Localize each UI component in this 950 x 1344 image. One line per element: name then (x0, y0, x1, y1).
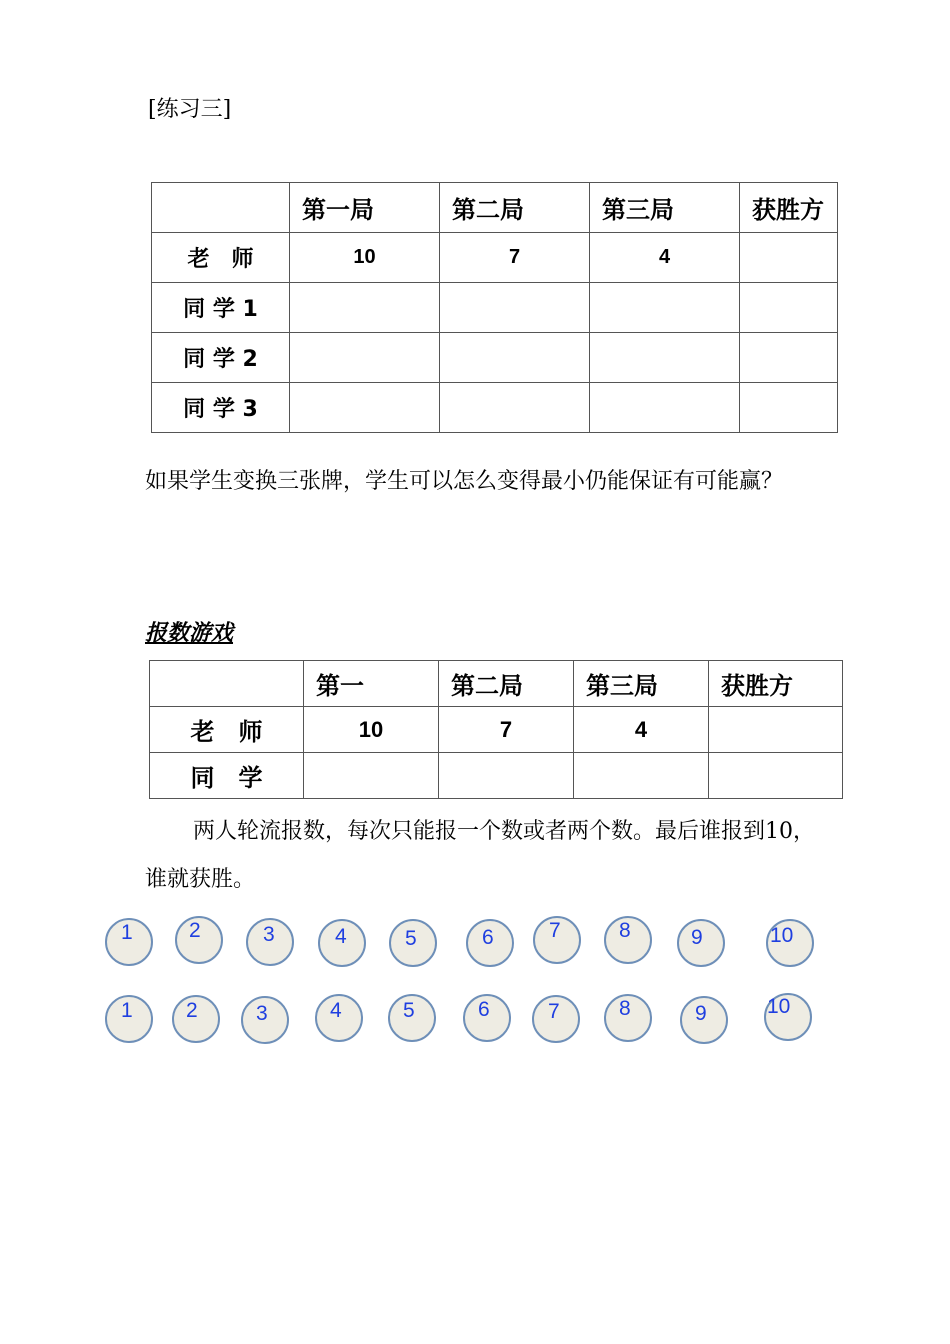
number-label: 6 (482, 926, 494, 949)
row-label: 老 师 (152, 233, 290, 283)
number-circle (388, 994, 436, 1042)
row-label: 老 师 (150, 707, 304, 753)
table-cell (740, 233, 838, 283)
row-label: 同 学 2 (152, 333, 290, 383)
number-circle (389, 919, 437, 967)
number-label: 4 (335, 925, 347, 948)
table-cell (440, 283, 590, 333)
table-header-row (150, 661, 843, 707)
number-circle (315, 994, 363, 1042)
table-cell: 7 (439, 707, 574, 753)
number-label: 3 (256, 1002, 268, 1025)
table-cell: 7 (440, 233, 590, 283)
header-cell: 第一局 (290, 183, 440, 233)
number-circle (241, 996, 289, 1044)
table-cell (574, 753, 709, 799)
table-cell (590, 283, 740, 333)
table-row (152, 233, 838, 283)
header-cell: 第二局 (439, 661, 574, 707)
number-label: 8 (619, 919, 631, 942)
table-cell (439, 753, 574, 799)
table-cell (440, 383, 590, 433)
table-cell (304, 753, 439, 799)
header-cell (152, 183, 290, 233)
table-cell (740, 383, 838, 433)
table-cell (590, 383, 740, 433)
number-circle (677, 919, 725, 967)
number-circle (105, 995, 153, 1043)
header-cell: 第三局 (574, 661, 709, 707)
number-label: 4 (330, 999, 342, 1022)
table-cell (440, 333, 590, 383)
number-label: 8 (619, 997, 631, 1020)
question-paragraph: 如果学生变换三张牌，学生可以怎么变得最小仍能保证有可能赢？ (145, 469, 784, 494)
number-label: 9 (695, 1002, 707, 1025)
table-cell (740, 333, 838, 383)
table-header-row (152, 183, 838, 233)
number-label: 5 (403, 999, 415, 1022)
header-cell: 获胜方 (709, 661, 843, 707)
number-label: 2 (186, 999, 198, 1022)
number-label: 2 (189, 919, 201, 942)
number-label: 7 (549, 919, 561, 942)
header-cell: 获胜方 (740, 183, 838, 233)
table-cell (740, 283, 838, 333)
number-label: 7 (548, 1000, 560, 1023)
table-cell (290, 283, 440, 333)
number-label: 10 (767, 995, 791, 1018)
number-label: 6 (478, 998, 490, 1021)
row-label: 同 学 1 (152, 283, 290, 333)
table-cell: 4 (574, 707, 709, 753)
table-row (152, 383, 838, 433)
table-cell (290, 383, 440, 433)
table-row (152, 333, 838, 383)
exercise-heading: [练习三] (148, 97, 232, 122)
table-cell (709, 707, 843, 753)
number-circle (680, 996, 728, 1044)
table-cell: 4 (590, 233, 740, 283)
table-cell: 10 (290, 233, 440, 283)
number-label: 9 (691, 926, 703, 949)
number-circle (172, 995, 220, 1043)
number-circle (766, 919, 814, 967)
number-label: 1 (121, 921, 133, 944)
game-title: 报数游戏 (145, 620, 234, 646)
header-cell (150, 661, 304, 707)
table-cell (290, 333, 440, 383)
number-circle (175, 916, 223, 964)
number-label: 1 (121, 999, 133, 1022)
table-cell: 10 (304, 707, 439, 753)
header-cell: 第一 (304, 661, 439, 707)
number-circle (532, 995, 580, 1043)
number-circle (466, 919, 514, 967)
number-circle (318, 919, 366, 967)
number-circle (604, 916, 652, 964)
table-row (152, 283, 838, 333)
row-label: 同 学 (150, 753, 304, 799)
number-circle (463, 994, 511, 1042)
number-circle (246, 918, 294, 966)
row-label: 同 学 3 (152, 383, 290, 433)
table-row (150, 753, 843, 799)
table-cell (590, 333, 740, 383)
number-circle (533, 916, 581, 964)
number-label: 10 (770, 924, 794, 947)
score-table-2 (149, 660, 843, 799)
number-label: 5 (405, 927, 417, 950)
header-cell: 第二局 (440, 183, 590, 233)
number-circle (604, 994, 652, 1042)
table-cell (709, 753, 843, 799)
number-circle (105, 918, 153, 966)
header-cell: 第三局 (590, 183, 740, 233)
number-circle (764, 993, 812, 1041)
number-label: 3 (263, 923, 275, 946)
table-row (150, 707, 843, 753)
rules-paragraph: 两人轮流报数，每次只能报一个数或者两个数。最后谁报到10，谁就获胜。 (145, 819, 815, 892)
score-table-1 (151, 182, 838, 433)
